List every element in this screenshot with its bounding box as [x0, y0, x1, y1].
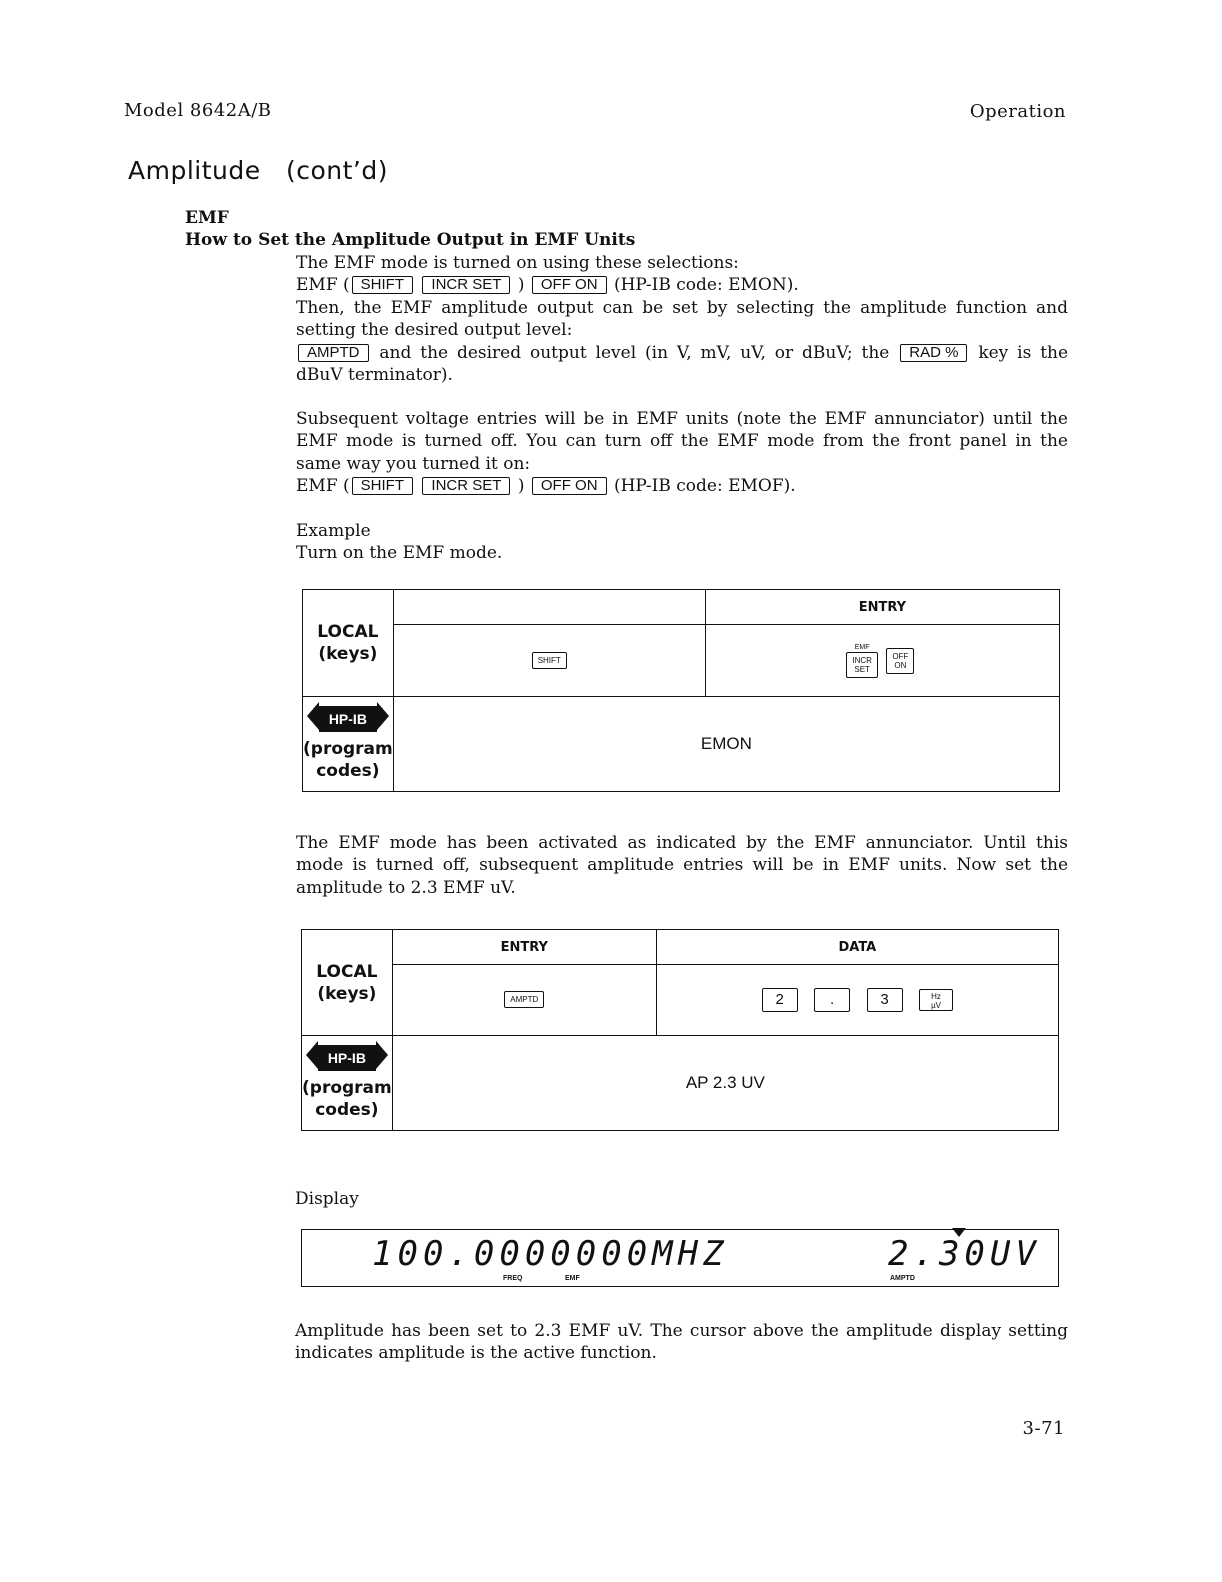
key-sequence-line: [296, 475, 1068, 497]
freq-annunciator: FREQ: [503, 1275, 523, 1282]
text-line: The EMF mode has been activated as indicated by the EMF annunciator. Until this: [296, 833, 1068, 853]
keys-label-text: (keys): [317, 983, 377, 1004]
text: key is the: [978, 342, 1069, 363]
program-text: (program: [303, 739, 393, 759]
text: EMF (: [296, 275, 350, 296]
text-line: dBuV terminator).: [296, 365, 453, 386]
on-text: ON: [894, 660, 907, 670]
incr-set-key: INCR SET: [422, 276, 510, 294]
rad-percent-key: RAD %: [900, 344, 967, 362]
text-line: setting the desired output level:: [296, 320, 573, 341]
empty-header-cell: [393, 590, 705, 625]
emf-heading: EMF: [185, 208, 229, 228]
emf-keys-cell: [705, 625, 1059, 697]
uv-text: µV: [931, 1001, 942, 1010]
codes-text: codes): [316, 761, 380, 781]
emf-annunciator: EMF: [565, 1275, 580, 1282]
amplitude-table: [301, 929, 1059, 1131]
frequency-readout: 100.0000000MHZ: [372, 1234, 729, 1274]
text-line: mode is turned off, subsequent amplitude entries will be in EMF units. Now set the: [296, 855, 1068, 876]
text: ): [517, 275, 525, 296]
digit-3-key: 3: [867, 988, 903, 1012]
codes-text: codes): [315, 1100, 379, 1120]
key-sequence-line: [296, 342, 1068, 364]
incr-set-key: [846, 652, 878, 678]
emf-tag: EMF: [854, 643, 870, 651]
data-keys-cell: [656, 965, 1058, 1036]
shift-key: SHIFT: [532, 652, 567, 669]
example-heading: Example: [296, 521, 371, 541]
hz-text: Hz: [931, 992, 941, 1001]
program-code: AP 2.3 UV: [392, 1036, 1058, 1131]
text-line: EMF mode is turned off. You can turn off the EMF mode from the front panel in the: [296, 431, 1068, 452]
example-text: Turn on the EMF mode.: [296, 543, 503, 564]
amplitude-readout: 2.30UV: [888, 1234, 1041, 1274]
shift-key-cell: [393, 625, 705, 697]
entry-column-header: ENTRY: [705, 590, 1059, 625]
shift-key: SHIFT: [352, 276, 413, 294]
text-line: indicates amplitude is the active function.: [295, 1343, 657, 1364]
hpib-code-text: (HP-IB code: EMOF).: [613, 476, 796, 497]
program-codes-label: [303, 697, 394, 792]
local-label-text: LOCAL: [316, 961, 378, 982]
shift-key: SHIFT: [352, 477, 413, 495]
hpib-icon: HP-IB: [319, 706, 377, 732]
front-panel-display: [301, 1229, 1059, 1287]
page-number: 3-71: [1022, 1418, 1065, 1439]
example-block: [296, 520, 502, 565]
program-text: (program: [302, 1078, 392, 1098]
text: ): [517, 476, 525, 497]
off-on-key: [886, 648, 914, 674]
amptd-annunciator: AMPTD: [890, 1275, 915, 1282]
para-activated: [296, 832, 1068, 899]
text: EMF (: [296, 476, 350, 497]
off-on-key: OFF ON: [532, 477, 607, 495]
text-line: The EMF mode is turned on using these selections:: [296, 253, 739, 273]
page-title: Amplitude (cont’d): [128, 156, 388, 185]
para-result: [295, 1320, 1068, 1365]
local-label: [303, 590, 394, 697]
hpib-icon: HP-IB: [318, 1045, 376, 1071]
text-line: Subsequent voltage entries will be in EMF units (note the EMF annunciator) until the: [296, 409, 1068, 429]
keys-label-text: (keys): [318, 644, 378, 664]
para-emf-on: [296, 252, 1068, 386]
para-emf-off: [296, 408, 1068, 498]
set-text: SET: [854, 664, 870, 674]
entry-column-header: ENTRY: [392, 930, 656, 965]
off-text: OFF: [892, 651, 909, 661]
subheading: How to Set the Amplitude Output in EMF Units: [185, 230, 636, 250]
model-header: Model 8642A/B: [124, 100, 272, 121]
off-on-key: OFF ON: [532, 276, 607, 294]
amptd-key: AMPTD: [298, 344, 369, 362]
key-sequence-line: [296, 274, 1068, 296]
text: and the desired output level (in V, mV, uV, or dBuV; the: [379, 342, 890, 363]
text-line: Then, the EMF amplitude output can be set by selecting the amplitude function and: [296, 297, 1068, 318]
text-line: amplitude to 2.3 EMF uV.: [296, 877, 516, 898]
incr-set-key-group: [846, 644, 878, 678]
section-header: Operation: [969, 101, 1066, 122]
incr-text: INCR: [852, 655, 872, 665]
display-heading: Display: [295, 1189, 359, 1209]
amptd-key: AMPTD: [504, 991, 544, 1008]
amptd-key-cell: [392, 965, 656, 1036]
hpib-code-text: (HP-IB code: EMON).: [613, 275, 799, 296]
data-column-header: DATA: [656, 930, 1058, 965]
hz-uv-key: [919, 989, 953, 1011]
local-label: [302, 930, 393, 1036]
text-line: Amplitude has been set to 2.3 EMF uV. The cursor above the amplitude display setting: [295, 1321, 1068, 1341]
digit-2-key: 2: [762, 988, 798, 1012]
program-codes-label: [302, 1036, 393, 1131]
incr-set-key: INCR SET: [422, 477, 510, 495]
text-line: same way you turned it on:: [296, 453, 531, 474]
local-label-text: LOCAL: [317, 622, 379, 642]
emf-on-table: [302, 589, 1060, 792]
program-code: EMON: [393, 697, 1059, 792]
decimal-point-key: .: [814, 988, 850, 1012]
